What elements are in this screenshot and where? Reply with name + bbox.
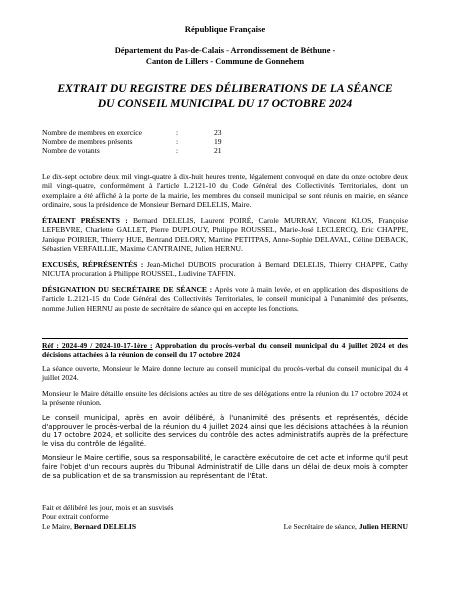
- republique-heading: République Française: [184, 24, 266, 34]
- departement-line-1: Département du Pas-de-Calais - Arrondissement de Béthune -: [114, 46, 336, 55]
- title-line-1: EXTRAIT DU REGISTRE DES DÉLIBERATIONS DE LA SÉANCE: [57, 82, 393, 95]
- count-value: 19: [214, 137, 222, 146]
- signature-block: [42, 503, 408, 531]
- paragraph: Monsieur le Maire détaille ensuite les décisions actées au titre de ses délégations entre la réunion du 17 octobre 2024 et la présente réunion.: [42, 388, 408, 408]
- reference-number: Réf : 2024-49 / 2024-10-17-1ère :: [42, 341, 153, 350]
- count-value: 23: [214, 128, 222, 137]
- deliberation-reference: [42, 341, 408, 360]
- secretaire-paragraph: [42, 285, 408, 313]
- presents-label: ÉTAIENT PRÉSENTS :: [42, 215, 128, 225]
- maire-name: Bernard DELELIS: [73, 521, 137, 531]
- deliberation-body: [42, 364, 408, 486]
- decision-paragraph: Le conseil municipal, après en avoir délibéré, à l'unanimité des présents et représentés, décide d'approuver le procès-verbal de la réunion du 4 juillet 2024 ainsi que les décisions attachées à la réunion du 17 octobre 2024, et sollicite des services du contrôle des actes administratifs auprès de la préfecture le visa du contrôle de légalité.: [42, 413, 408, 448]
- secretaire-signature: [284, 522, 408, 531]
- maire-signature: [42, 522, 136, 531]
- count-label: Nombre de membres présents: [42, 137, 133, 146]
- certification-paragraph: Monsieur le Maire certifie, sous sa responsabilité, le caractère exécutoire de cet acte et informe qu'il peut faire l'objet d'un recours auprès du Tribunal Administratif de Lille dans un délai de deux mois à compter de sa publication et de sa transmission au représentant de l'État.: [42, 454, 408, 480]
- signature-row: [42, 522, 408, 531]
- count-colon: :: [176, 137, 179, 146]
- departement-line-2: Canton de Lillers - Commune de Gonnehem: [145, 57, 305, 67]
- excuses-label: EXCUSÉS, RÉPRÉSENTÉS :: [42, 259, 144, 269]
- presents-paragraph: [42, 216, 408, 254]
- secretaire-prefix: Le Secrétaire de séance,: [283, 521, 359, 531]
- count-row: [42, 137, 282, 146]
- excuses-paragraph: [42, 260, 408, 279]
- session-body: [42, 172, 408, 319]
- count-row: [42, 128, 282, 137]
- count-row: [42, 146, 282, 155]
- section-divider: [42, 338, 408, 339]
- paragraph: La séance ouverte, Monsieur le Maire donne lecture au conseil municipal du procès-verbal du conseil municipal du 4 juillet 2024.: [42, 364, 408, 383]
- title-line-2: DU CONSEIL MUNICIPAL DU 17 OCTOBRE 2024: [97, 97, 353, 111]
- presents-text: Bernard DELELIS, Laurent POIRÉ, Carole MURRAY, Vincent KLOS, Françoise LEFEBVRE, Charlette GALLET, Pierre DUPLOUY, Philippe ROUSSEL, Marie-José LECLERCQ, Eric CHAPPE, Janique POIRIER, Thierry HUE, Bertrand DELORY, Martine PETITPAS, Anne-Sophie DELAVAL, Céline DEBACK, Sébastien VERFAILLIE, Maxime CANTRAINE, Julien HERNU.: [42, 215, 408, 254]
- document-title: [30, 81, 420, 111]
- reference-subject: Approbation du procès-verbal du conseil municipal du 4 juillet 2024 et des décisions attachées à la réunion de conseil du 17 octobre 2024: [42, 341, 408, 360]
- maire-prefix: Le Maire,: [42, 521, 74, 531]
- footer-line-2: Pour extrait conforme: [42, 512, 109, 522]
- excuses-text: Jean-Michel DUBOIS procuration à Bernard DELELIS, Thierry CHAPPE, Cathy NICUTA procuration à Philippe ROUSSEL, Ludivine TAFFIN.: [42, 259, 408, 279]
- secretaire-text: Après vote à main levée, et en application des dispositions de l'article L.2121-15 du Code Général des Collectivités Territoriales, le conseil municipal à l'unanimité des présents, nomme Julien HERNU au poste de secrétaire de séance qui en accepte les fonctions.: [42, 284, 409, 313]
- departement-heading: [40, 45, 410, 67]
- secretaire-label: DÉSIGNATION DU SECRÉTAIRE DE SÉANCE :: [42, 284, 213, 294]
- count-value: 21: [214, 146, 222, 155]
- count-colon: :: [176, 128, 179, 137]
- count-colon: :: [176, 146, 179, 155]
- count-label: Nombre de votants: [42, 146, 100, 155]
- count-label: Nombre de membres en exercice: [42, 128, 142, 137]
- secretaire-name: Julien HERNU: [358, 521, 408, 531]
- intro-paragraph: Le dix-sept octobre deux mil vingt-quatre à dix-huit heures trente, légalement convoqué en date du onze octobre deux mil vingt-quatre, conformément à l'article L.2121-10 du Code Général des Collectivités Territoriales, dont un exemplaire a été affiché à la porte de la mairie, les membres du conseil municipal se sont réunis en mairie, en séance ordinaire, sous la présidence de Monsieur Bernard DELELIS, Maire.: [42, 172, 408, 210]
- footer-line-1: Fait et délibéré les jour, mois et an susvisés: [42, 503, 174, 512]
- member-counts: [42, 128, 282, 155]
